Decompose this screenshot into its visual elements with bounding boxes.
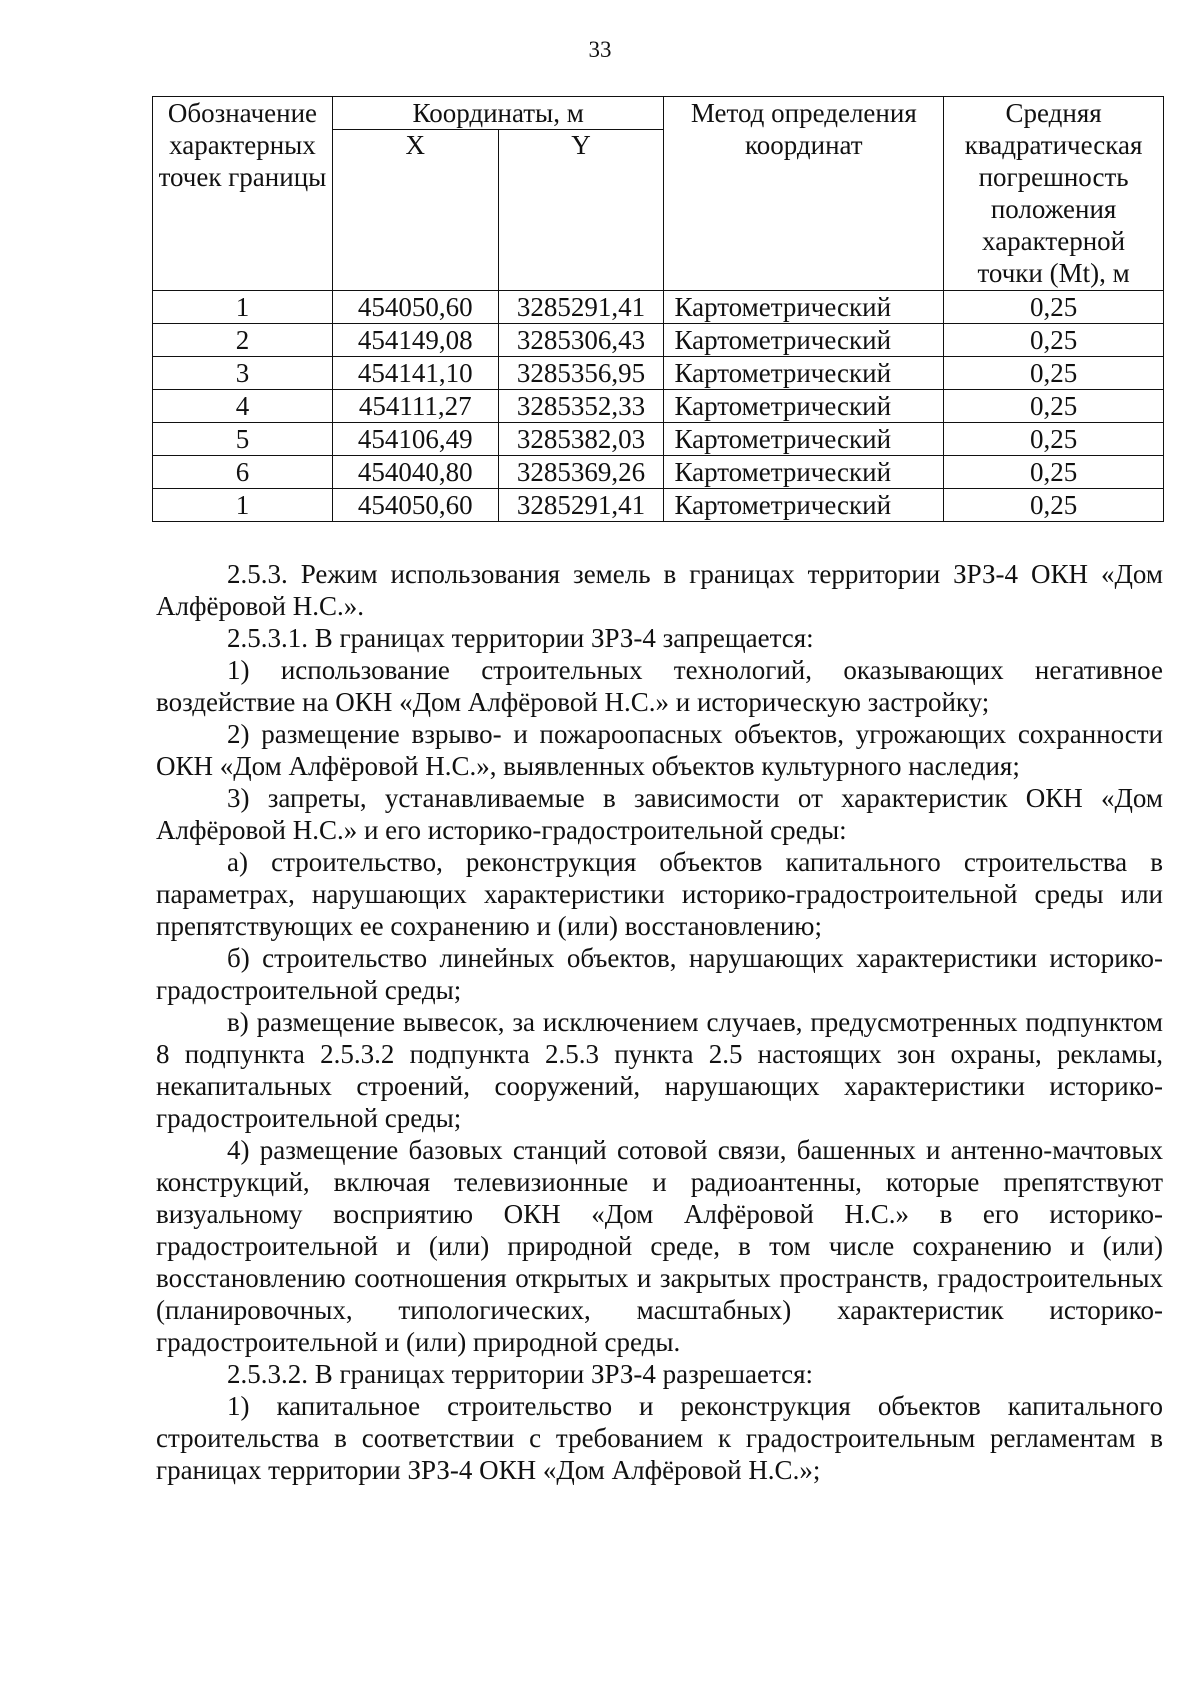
cell-y: 3285369,26 <box>498 456 664 489</box>
cell-y: 3285291,41 <box>498 291 664 324</box>
paragraph: 4) размещение базовых станций сотовой связи, башенных и антенно-мачтовых конструкций, включая телевизионные и радиоантенны, которые препятствуют визуальному восприятию ОКН «Дом Алфёровой Н.С.» в его историко-градостроительной и (или) природной среде, в том числе сохранению и (или) восстановлению соотношения открытых и закрытых пространств, градостроительных (планировочных, типологических, масштабных) характеристик историко-градостроительной и (или) природной среды. <box>156 1135 1163 1357</box>
header-x: X <box>332 130 498 291</box>
cell-x: 454040,80 <box>332 456 498 489</box>
cell-y: 3285306,43 <box>498 324 664 357</box>
table-row <box>153 324 1164 357</box>
cell-x: 454050,60 <box>332 291 498 324</box>
table-row <box>153 423 1164 456</box>
page-number: 33 <box>588 37 612 62</box>
cell-point: 4 <box>153 390 333 423</box>
table-row <box>153 456 1164 489</box>
body-text <box>156 558 1163 1486</box>
cell-x: 454141,10 <box>332 357 498 390</box>
table-row <box>153 390 1164 423</box>
cell-point: 5 <box>153 423 333 456</box>
cell-error: 0,25 <box>944 456 1164 489</box>
cell-point: 2 <box>153 324 333 357</box>
table-row <box>153 291 1164 324</box>
paragraph: а) строительство, реконструкция объектов капитального строительства в параметрах, нарушающих характеристики историко-градостроительной среды или препятствующих ее сохранению и (или) восстановлению; <box>156 847 1163 941</box>
cell-error: 0,25 <box>944 324 1164 357</box>
cell-error: 0,25 <box>944 357 1164 390</box>
header-y: Y <box>498 130 664 291</box>
header-coordinates: Координаты, м <box>332 97 664 130</box>
cell-point: 1 <box>153 489 333 522</box>
cell-method: Картометрический <box>664 456 944 489</box>
cell-method: Картометрический <box>664 489 944 522</box>
paragraph: 1) капитальное строительство и реконструкция объектов капитального строительства в соответствии с требованием к градостроительным регламентам в границах территории ЗРЗ-4 ОКН «Дом Алфёровой Н.С.»; <box>156 1391 1163 1485</box>
paragraph: 2.5.3. Режим использования земель в границах территории ЗРЗ-4 ОКН «Дом Алфёровой Н.С.». <box>156 559 1163 621</box>
header-error: Средняя квадратическая погрешность положения характерной точки (Mt), м <box>944 97 1164 291</box>
paragraph: 2) размещение взрыво- и пожароопасных объектов, угрожающих сохранности ОКН «Дом Алфёровой Н.С.», выявленных объектов культурного наследия; <box>156 719 1163 781</box>
cell-error: 0,25 <box>944 423 1164 456</box>
paragraph: в) размещение вывесок, за исключением случаев, предусмотренных подпунктом 8 подпункта 2.5.3.2 подпункта 2.5.3 пункта 2.5 настоящих зон охраны, рекламы, некапитальных строений, сооружений, нарушающих характеристики историко-градостроительной среды; <box>156 1007 1163 1133</box>
cell-error: 0,25 <box>944 390 1164 423</box>
paragraph: 2.5.3.2. В границах территории ЗРЗ-4 разрешается: <box>227 1359 814 1389</box>
cell-y: 3285352,33 <box>498 390 664 423</box>
cell-method: Картометрический <box>664 390 944 423</box>
cell-point: 3 <box>153 357 333 390</box>
paragraph: 2.5.3.1. В границах территории ЗРЗ-4 запрещается: <box>227 623 814 653</box>
cell-method: Картометрический <box>664 423 944 456</box>
cell-x: 454111,27 <box>332 390 498 423</box>
cell-point: 1 <box>153 291 333 324</box>
cell-error: 0,25 <box>944 291 1164 324</box>
cell-x: 454149,08 <box>332 324 498 357</box>
cell-x: 454106,49 <box>332 423 498 456</box>
table-body <box>153 291 1164 522</box>
cell-x: 454050,60 <box>332 489 498 522</box>
cell-y: 3285291,41 <box>498 489 664 522</box>
cell-error: 0,25 <box>944 489 1164 522</box>
coordinates-table <box>152 96 1164 522</box>
paragraph: 1) использование строительных технологий, оказывающих негативное воздействие на ОКН «Дом Алфёровой Н.С.» и историческую застройку; <box>156 655 1163 717</box>
paragraph: б) строительство линейных объектов, нарушающих характеристики историко-градостроительной среды; <box>156 943 1163 1005</box>
cell-method: Картометрический <box>664 324 944 357</box>
cell-point: 6 <box>153 456 333 489</box>
cell-y: 3285382,03 <box>498 423 664 456</box>
cell-method: Картометрический <box>664 291 944 324</box>
table-row <box>153 357 1164 390</box>
header-designation: Обозначение характерных точек границы <box>153 97 333 291</box>
header-method: Метод определения координат <box>664 97 944 291</box>
cell-method: Картометрический <box>664 357 944 390</box>
paragraph: 3) запреты, устанавливаемые в зависимости от характеристик ОКН «Дом Алфёровой Н.С.» и его историко-градостроительной среды: <box>156 783 1163 845</box>
table-header-row <box>153 97 1164 130</box>
cell-y: 3285356,95 <box>498 357 664 390</box>
table-row <box>153 489 1164 522</box>
